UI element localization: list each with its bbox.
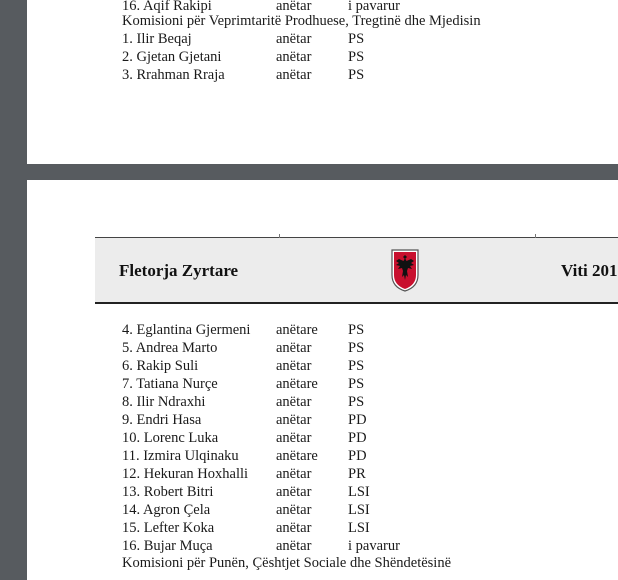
header-divider (535, 234, 536, 238)
member-party: PR (348, 466, 366, 482)
publication-title: Fletorja Zyrtare (119, 261, 239, 280)
member-role: anëtar (276, 0, 312, 14)
member-party: PS (348, 49, 365, 65)
member-name: 15. Lefter Koka (122, 520, 215, 536)
member-party: PS (348, 67, 365, 83)
member-name: 6. Rakip Suli (122, 358, 199, 374)
member-name: 4. Eglantina Gjermeni (122, 322, 251, 338)
member-role: anëtar (276, 67, 312, 83)
member-party: i pavarur (348, 0, 400, 14)
document-page-2 (27, 180, 618, 580)
committee-title: Komisioni për Punën, Çështjet Sociale dhe Shëndetësinë (122, 555, 452, 571)
document-page-1 (27, 0, 618, 164)
member-party: PS (348, 340, 365, 356)
member-party: LSI (348, 520, 370, 536)
member-name: 16. Aqif Rakipi (122, 0, 212, 14)
member-name: 1. Ilir Beqaj (122, 31, 192, 47)
member-name: 9. Endri Hasa (122, 412, 202, 428)
member-role: anëtare (276, 448, 318, 464)
member-name: 16. Bujar Muça (122, 538, 213, 554)
member-name: 8. Ilir Ndraxhi (122, 394, 206, 410)
member-party: PS (348, 376, 365, 392)
member-name: 7. Tatiana Nurçe (122, 376, 218, 392)
member-role: anëtar (276, 358, 312, 374)
member-party: LSI (348, 502, 370, 518)
header-divider (279, 234, 280, 238)
publication-year: Viti 201 (561, 261, 618, 280)
member-party: PS (348, 31, 365, 47)
member-role: anëtar (276, 31, 312, 47)
member-role: anëtar (276, 430, 312, 446)
member-party: i pavarur (348, 538, 400, 554)
member-name: 2. Gjetan Gjetani (122, 49, 222, 65)
member-party: PS (348, 322, 365, 338)
member-party: PD (348, 430, 367, 446)
committee-title: Komisioni për Veprimtaritë Prodhuese, Tregtinë dhe Mjedisin (122, 13, 481, 29)
member-party: LSI (348, 484, 370, 500)
member-role: anëtar (276, 538, 312, 554)
member-name: 14. Agron Çela (122, 502, 211, 518)
member-role: anëtar (276, 484, 312, 500)
member-role: anëtare (276, 376, 318, 392)
member-name: 3. Rrahman Rraja (122, 67, 225, 83)
member-party: PD (348, 412, 367, 428)
albanian-eagle-emblem-icon (389, 247, 421, 293)
member-name: 10. Lorenc Luka (122, 430, 219, 446)
member-role: anëtar (276, 49, 312, 65)
member-party: PS (348, 394, 365, 410)
member-name: 13. Robert Bitri (122, 484, 214, 500)
member-name: 12. Hekuran Hoxhalli (122, 466, 249, 482)
member-role: anëtar (276, 466, 312, 482)
member-name: 11. Izmira Ulqinaku (122, 448, 239, 464)
member-role: anëtar (276, 520, 312, 536)
member-role: anëtar (276, 394, 312, 410)
member-role: anëtar (276, 412, 312, 428)
member-role: anëtar (276, 502, 312, 518)
member-role: anëtare (276, 322, 318, 338)
member-role: anëtar (276, 340, 312, 356)
member-party: PS (348, 358, 365, 374)
page-header (95, 237, 618, 304)
member-name: 5. Andrea Marto (122, 340, 218, 356)
member-party: PD (348, 448, 367, 464)
